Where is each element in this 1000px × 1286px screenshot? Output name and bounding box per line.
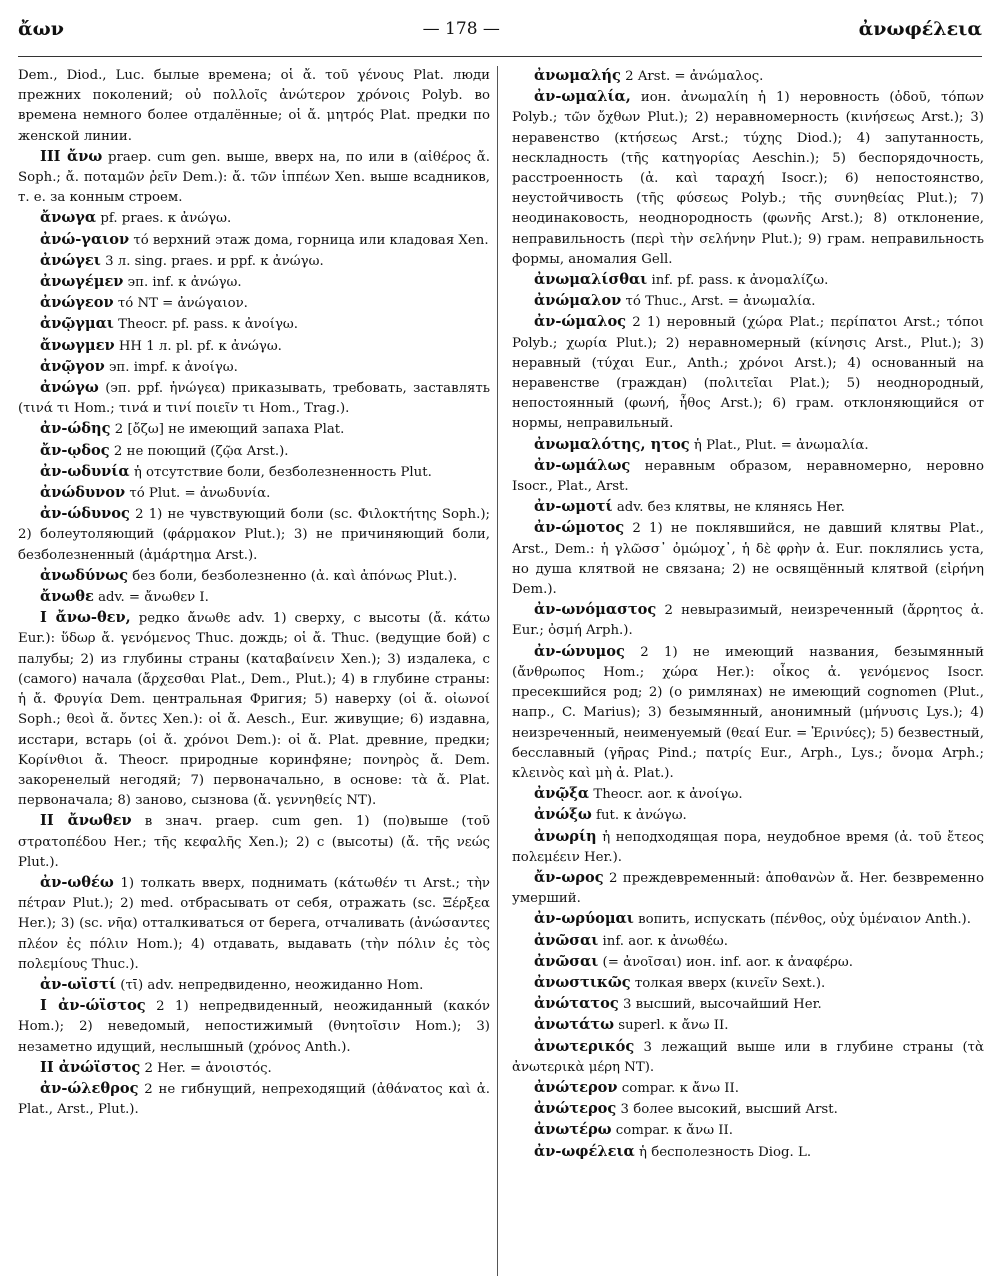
dictionary-entry (512, 1015, 984, 1036)
dictionary-entry (18, 66, 490, 147)
dictionary-entry (18, 1058, 490, 1079)
entry-lemma: ἄν-ῳδος (40, 441, 110, 459)
entry-lemma: ἀν-ωμοτί (534, 498, 613, 516)
entry-definition: редко ἄνωθε adv. 1) сверху, с высоты (ἄ. κάτω Eur.): ὕδωρ ἄ. γενόμενος Thuc. дождь; οἱ ἄ. Thuc. (ведущие бой) с палубы; 2) из глубины страны (καταβαίνειν Xen.); 3) издалека, с (самого) начала (ἄρχεσθαι Plat., Dem., Plut.); 4) в глубине страны: ἡ ἄ. Φρυγία Dem. центральная Фригия; 5) наверху (οἱ ἄ. οἰωνοί Soph.; θεοὶ ἄ. ὄντες Xen.): οἱ ἄ. Aesch., Eur. живущие; 6) издавна, исстари, встарь (οἱ ἄ. χρόνοι Dem.): οἱ ἄ. Plat. древние, предки; Κορίνθιοι ἄ. Theocr. природные коринфяне; πονηρὸς ἄ. Dem. закоренелый негодяй; 7) первоначально, в основе: τὰ ἄ. Plat. первоначала; 8) заново, сызнова (ἄ. γεννηθείς NT). (18, 611, 490, 809)
dictionary-entry (512, 456, 984, 497)
dictionary-entry (18, 293, 490, 314)
dictionary-entry (512, 784, 984, 805)
dictionary-entry (18, 975, 490, 996)
entry-definition: HH 1 л. pl. pf. к ἀνώγω. (118, 338, 282, 354)
entry-lemma: ἀνώδυνον (40, 484, 126, 502)
dictionary-entry (512, 868, 984, 909)
dictionary-entry (512, 909, 984, 930)
dictionary-entry (512, 435, 984, 456)
entry-lemma: ἀνώξω (534, 806, 592, 824)
entry-definition: fut. к ἀνώγω. (596, 808, 687, 824)
entry-lemma: ἀνωτέρω (534, 1121, 612, 1139)
entry-definition: (= ἀνοῖσαι) ион. inf. aor. к ἀναφέρω. (602, 954, 853, 970)
dictionary-entry (18, 230, 490, 251)
dictionary-entry (18, 483, 490, 504)
page-header (18, 12, 982, 46)
dictionary-entry (512, 87, 984, 270)
dictionary-entry (512, 1120, 984, 1141)
entry-lemma: ἀν-ώμοτος (534, 519, 625, 537)
dictionary-entry (18, 272, 490, 293)
dictionary-entry (18, 336, 490, 357)
entry-lemma: ἀνωστικῶς (534, 973, 631, 991)
entry-definition: adv. = ἄνωθεν I. (98, 590, 209, 606)
entry-lemma: ἀνώτατος (534, 995, 619, 1013)
entry-lemma: ἀν-ώδης (40, 420, 111, 438)
entry-definition: ἡ неподходящая пора, неудобное время (ἀ. τοῦ ἔτεος πολεμέειν Her.). (512, 829, 984, 865)
entry-lemma: ἀνωδύνως (40, 566, 129, 584)
dictionary-entry (512, 497, 984, 518)
entry-definition: ἡ отсутствие боли, безболезненность Plut. (133, 464, 432, 480)
entry-definition: 2 1) не имеющий названия, безымянный (ἄνθρωπος Hom.; χώρα Her.): οἶκος ἀ. γενόμενος Isocr. пресекшийся род; 2) (о римлянах) не имеющий cognomen (Plut., напр., C. Marius); 3) безымянный, анонимный (μήνυσις Lys.); 4) неизреченный, неименуемый (θεαί Eur. = Ἐρινύες); 5) безвестный, бесславный (γῆρας Pind.; πατρίς Eur., Arph., Lys.; ὄνομα Arph.; κλεινὸς καὶ μὴ ἀ. Plat.). (512, 644, 984, 781)
entry-lemma: ἀν-ωδυνία (40, 462, 130, 480)
entry-lemma: ἀν-ωνόμαστος (534, 601, 657, 619)
entry-lemma: ἀνωγέμεν (40, 273, 124, 291)
entry-lemma: ἀν-ωμαλία, (534, 88, 631, 106)
entry-lemma: ἀνῷξα (534, 785, 590, 803)
entry-definition: 2 1) не чувствующий боли (sc. Φιλοκτήτης Soph.); 2) болеутоляющий (φάρμακον Plut.); 3) не причиняющий боли, безболезненный (ἁμάρτημα Arst.). (18, 507, 490, 563)
dictionary-entry (18, 504, 490, 566)
entry-lemma: I ἀν-ώϊστος (40, 997, 146, 1015)
entry-lemma: ἀν-ώδυνος (40, 505, 130, 523)
entry-lemma: ἀν-ωφέλεια (534, 1142, 635, 1160)
entry-lemma: ἀνώτερος (534, 1100, 617, 1118)
entry-lemma: ἀνώ-γαιον (40, 230, 130, 248)
entry-definition: τό Plut. = ἀνωδυνία. (129, 486, 271, 502)
entry-lemma: ἄνωγα (40, 209, 97, 227)
entry-lemma: I ἄνω-θεν, (40, 609, 131, 627)
dictionary-entry (512, 952, 984, 973)
entry-lemma: ἀνῶσαι (534, 931, 599, 949)
entry-definition: без боли, безболезненно (ἀ. καὶ ἀπόνως Plut.). (132, 568, 458, 584)
entry-definition: compar. к ἄνω II. (621, 1080, 739, 1096)
entry-lemma: ἀν-ωθέω (40, 873, 114, 891)
entry-lemma: ἄν-ωρος (534, 868, 604, 886)
entry-lemma: ἀνωτερικός (534, 1037, 635, 1055)
dictionary-entry (512, 1078, 984, 1099)
entry-definition: (τῑ) adv. непредвиденно, неожиданно Hom. (120, 977, 424, 993)
entry-definition: Theocr. aor. к ἀνοίγω. (593, 787, 743, 803)
dictionary-entry (18, 147, 490, 209)
right-running-headword: ἀνωφέλεια (858, 18, 982, 40)
entry-definition: в знач. praep. cum gen. 1) (по)выше (τοῦ στρατοπέδου Her.; τῆς κεφαλῆς Xen.); 2) с (высоты) (ἄ. τῆς νεώς Plut.). (18, 814, 490, 870)
entry-definition: 3 высший, высочайший Her. (622, 997, 822, 1013)
dictionary-entry (512, 994, 984, 1015)
dictionary-entry (512, 312, 984, 434)
entry-definition: 2 1) неровный (χώρα Plat.; περίπατοι Arst.; τόποι Polyb.; χωρία Plut.); 2) неравномерный (κίνησις Arst., Plut.); 3) неравный (τύχαι Eur., Anth.; χρόνοι Arst.); 4) основанный на неравенстве (граждан) (πολιτεῖαι Plat.); 5) неоднородный, непостоянный (φωνή, ἦθος Arst.); 6) грам. отклоняющийся от нормы, неправильный. (512, 315, 984, 432)
entry-lemma: ἀνώγει (40, 251, 101, 269)
entry-definition: superl. к ἄνω II. (618, 1018, 729, 1034)
entry-definition: 2 не гибнущий, непреходящий (ἀθάνατος καὶ ἀ. Plat., Arst., Plut.). (18, 1081, 490, 1118)
entry-definition: (эп. ppf. ἠνώγεα) приказывать, требовать, заставлять (τινά τι Hom.; τινά и τινί ποιεῖν τι Hom., Trag.). (18, 381, 490, 417)
dictionary-entry (18, 873, 490, 975)
entry-definition: Dem., Diod., Luc. былые времена; οἱ ἄ. τοῦ γένους Plat. люди прежних поколений; οὐ πολλοῖς ἀνώτερον χρόνοις Polyb. во времена немного более отдалённые; οἱ ἄ. μητρός Plat. предки по женской линии. (18, 68, 490, 144)
entry-definition: 2 не поющий (ζῷα Arst.). (113, 443, 289, 459)
entry-lemma: ἀνῷγμαι (40, 315, 114, 333)
entry-definition: ἡ Plat., Plut. = ἀνωμαλία. (693, 437, 869, 453)
entry-definition: 2 1) не поклявшийся, не давший клятвы Plat., Arst., Dem.: ἡ γλῶσσ᾽ ὀμώμοχ᾽, ἡ δὲ φρὴν ἀ. Eur. поклялись уста, но душа клятвой не связана; 2) не освящённый клятвой (εἰρήνη Dem.). (512, 521, 984, 598)
entry-lemma: ἀνωρίη (534, 827, 597, 845)
entry-definition: ἡ бесполезность Diog. L. (639, 1144, 812, 1160)
entry-lemma: ἀνωμαλής (534, 67, 621, 84)
entry-definition: 1) толкать вверх, поднимать (κάτωθέν τι Arst.; τὴν πέτραν Plut.); 2) med. отбрасывать от себя, отражать (sc. Ξέρξεα Her.); 3) (sc. νῆα) отталкиваться от берега, отчаливать (ἀνώσαντες πλέον ἐς πόλιν Hom.); 4) отдавать, выдавать (τὴν πόλιν ἐς τὸς πολεμίους Thuc.). (18, 875, 490, 972)
entry-definition: 2 1) непредвиденный, неожиданный (κακόν Hom.); 2) неведомый, непостижимый (θνητοῖσιν Hom.); 3) незаметно идущий, неслышный (χρόνος Anth.). (18, 999, 490, 1055)
dictionary-entry (18, 441, 490, 462)
entry-definition: толкая вверх (κινεῖν Sext.). (634, 975, 826, 991)
entry-lemma: ἀν-ώμαλος (534, 313, 627, 331)
entry-definition: вопить, испускать (πένθος, οὐχ ὑμέναιον Anth.). (638, 912, 971, 928)
entry-lemma: ἀν-ωρύομαι (534, 910, 634, 928)
dictionary-entry (512, 518, 984, 600)
dictionary-entry (512, 600, 984, 641)
entry-definition: 2 [ὄζω] не имеющий запаха Plat. (114, 422, 345, 438)
dictionary-entry (18, 462, 490, 483)
dictionary-entry (18, 811, 490, 873)
left-running-headword: ἄων (18, 18, 64, 40)
entry-definition: 2 невыразимый, неизреченный (ἄρρητος ἀ. Eur.; ὀσμή Arph.). (512, 603, 984, 639)
dictionary-entry (18, 419, 490, 440)
dictionary-entry (18, 587, 490, 608)
entry-lemma: ἀν-ώλεθρος (40, 1079, 139, 1097)
entry-definition: τό Thuc., Arst. = ἀνωμαλία. (625, 294, 816, 310)
entry-lemma: III ἄνω (40, 147, 103, 165)
dictionary-entry (512, 270, 984, 291)
left-column (18, 66, 490, 1120)
entry-lemma: ἀνωμαλίσθαι (534, 271, 648, 289)
dictionary-entry (512, 1037, 984, 1078)
dictionary-entry (512, 1099, 984, 1120)
header-rule (18, 56, 982, 57)
column-divider (497, 66, 498, 1276)
entry-lemma: ἀνῶσαι (534, 952, 599, 970)
dictionary-entry (512, 291, 984, 312)
entry-definition: 3 л. sing. praes. и ppf. к ἀνώγω. (105, 253, 324, 269)
dictionary-entry (512, 1142, 984, 1163)
dictionary-entry (18, 566, 490, 587)
entry-definition: inf. aor. к ἀνωθέω. (602, 933, 728, 949)
entry-lemma: ἀν-ωϊστί (40, 975, 117, 993)
dictionary-entry (18, 208, 490, 229)
dictionary-entry (18, 357, 490, 378)
right-column (512, 66, 984, 1163)
dictionary-entry (18, 996, 490, 1058)
entry-lemma: ἀνώμαλον (534, 292, 622, 310)
entry-lemma: ἄνωθε (40, 588, 94, 606)
dictionary-entry (512, 66, 984, 87)
entry-definition: 2 преждевременный: ἀποθανὼν ἄ. Her. безвременно умерший. (512, 870, 984, 907)
dictionary-entry (18, 251, 490, 272)
entry-lemma: ἀν-ώνυμος (534, 642, 625, 660)
page-number: — 178 — (422, 19, 500, 39)
dictionary-entry (18, 314, 490, 335)
entry-definition: adv. без клятвы, не клянясь Her. (616, 500, 845, 516)
entry-definition: inf. pf. pass. к ἀνομαλίζω. (651, 273, 829, 289)
entry-definition: эп. inf. к ἀνώγω. (127, 275, 242, 291)
entry-definition: compar. к ἄνω II. (615, 1123, 734, 1139)
entry-lemma: ἀνώτερον (534, 1078, 618, 1096)
entry-lemma: ἀνώγω (40, 379, 99, 397)
entry-definition: τό верхний этаж дома, горница или кладовая Xen. (133, 232, 489, 248)
entry-definition: Theocr. pf. pass. к ἀνοίγω. (118, 317, 298, 333)
entry-definition: ион. ἀνωμαλίη ἡ 1) неровность (ὁδοῦ, τόπων Polyb.; τῶν ὄχθων Plut.); 2) неравномерность (κινήσεως Arst.); 3) неравенство (κτήσεως Arst.; τύχης Diod.); 4) запутанность, нескладность (τῆς κατηγορίας Aeschin.); 5) беспорядочность, расстроенность (ἀ. καὶ ταραχή Isocr.); 6) непостоянство, неустойчивость (τῆς φύσεως Polyb.; τῆς συνηθείας Plut.); 7) неодинаковость, неоднородность (φωνῆς Arst.); 8) отклонение, неправильность (περὶ τὴν σελήνην Plut.); 9) грам. неправильность формы, аномалия Gell. (512, 90, 984, 267)
dictionary-entry (18, 608, 490, 811)
entry-definition: pf. praes. к ἀνώγω. (100, 211, 232, 227)
entry-lemma: II ἀνώϊστος (40, 1058, 141, 1076)
entry-lemma: ἀν-ωμάλως (534, 456, 631, 474)
entry-definition: 3 лежащий выше или в глубине страны (τὰ ἀνωτερικὰ μέρη NT). (512, 1039, 984, 1075)
dictionary-entry (512, 973, 984, 994)
entry-definition: 2 Her. = ἀνοιστός. (144, 1060, 272, 1076)
dictionary-entry (512, 931, 984, 952)
entry-lemma: ἀνώγεον (40, 294, 114, 312)
entry-definition: 3 более высокий, высший Arst. (620, 1102, 838, 1118)
entry-definition: praep. cum gen. выше, вверх на, по или в (αἰθέρος ἄ. Soph.; ἄ. ποταμῶν ῥεῖν Dem.): ἄ. τῶν ἱππέων Xen. выше всадников, т. е. за конным строем. (18, 149, 490, 206)
dictionary-entry (18, 378, 490, 419)
entry-lemma: ἀνῷγον (40, 357, 105, 375)
entry-lemma: ἄνωγμεν (40, 336, 115, 354)
entry-definition: τό NT = ἀνώγαιον. (117, 296, 248, 312)
entry-lemma: ἀνωμαλότης, ητος (534, 435, 690, 453)
entry-lemma: ἀνωτάτω (534, 1016, 615, 1034)
entry-definition: 2 Arst. = ἀνώμαλος. (625, 69, 764, 84)
dictionary-entry (512, 642, 984, 784)
entry-lemma: II ἄνωθεν (40, 812, 132, 830)
entry-definition: эп. impf. к ἀνοίγω. (108, 359, 238, 375)
dictionary-entry (512, 805, 984, 826)
dictionary-entry (18, 1079, 490, 1120)
entry-definition: неравным образом, неравномерно, неровно Isocr., Plat., Arst. (512, 458, 984, 495)
dictionary-entry (512, 827, 984, 868)
